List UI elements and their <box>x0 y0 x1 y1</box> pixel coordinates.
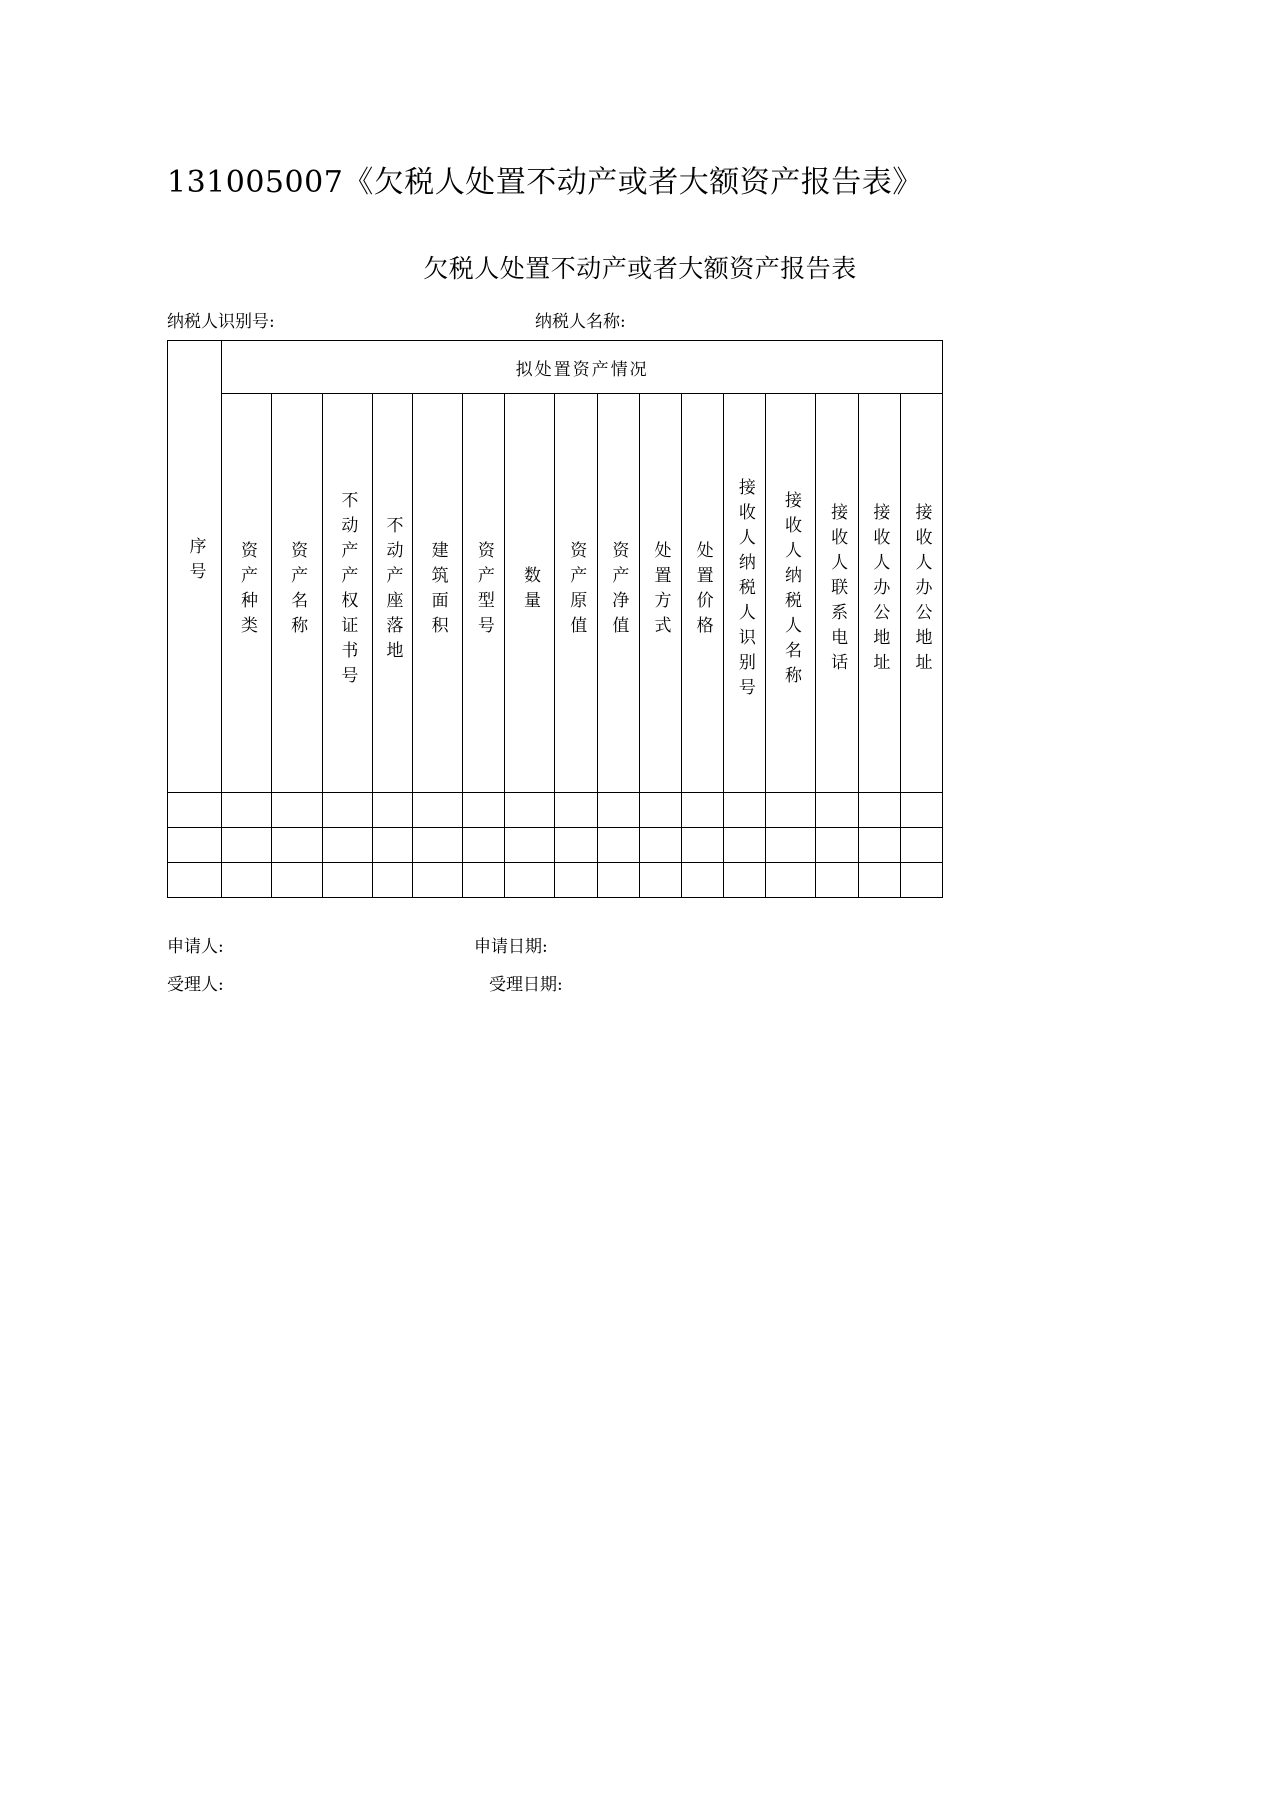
cell-recipient-office-address-1[interactable] <box>858 828 900 863</box>
column-header-recipient-office-address-2 <box>900 394 942 793</box>
cell-asset-name[interactable] <box>272 793 322 828</box>
column-header-quantity-text: 数量 <box>520 565 541 616</box>
column-header-disposal-price <box>681 394 723 793</box>
cell-disposal-price[interactable] <box>681 863 723 898</box>
column-header-recipient-phone <box>816 394 858 793</box>
cell-quantity[interactable] <box>505 863 555 898</box>
cell-property-location[interactable] <box>372 828 412 863</box>
table-row[interactable] <box>168 863 943 898</box>
cell-recipient-taxpayer-id[interactable] <box>724 793 766 828</box>
cell-property-certificate-no[interactable] <box>322 828 372 863</box>
cell-disposal-price[interactable] <box>681 793 723 828</box>
column-header-asset-name <box>272 394 322 793</box>
cell-asset-type[interactable] <box>222 828 272 863</box>
column-header-net-value-text: 资产净值 <box>608 540 629 641</box>
cell-recipient-office-address-2[interactable] <box>900 828 942 863</box>
cell-recipient-office-address-2[interactable] <box>900 793 942 828</box>
identity-line <box>167 310 943 334</box>
cell-seq[interactable] <box>168 863 222 898</box>
column-header-recipient-phone-text: 接收人联系电话 <box>827 503 848 678</box>
column-header-building-area <box>412 394 462 793</box>
cell-asset-model[interactable] <box>463 828 505 863</box>
cell-recipient-phone[interactable] <box>816 863 858 898</box>
cell-quantity[interactable] <box>505 793 555 828</box>
column-header-recipient-office-address-1-text: 接收人办公地址 <box>869 503 890 678</box>
column-header-recipient-office-address-2-text: 接收人办公地址 <box>911 503 932 678</box>
column-header-building-area-text: 建筑面积 <box>427 540 448 641</box>
cell-recipient-office-address-2[interactable] <box>900 863 942 898</box>
cell-asset-name[interactable] <box>272 863 322 898</box>
column-header-disposal-price-text: 处置价格 <box>692 540 713 641</box>
cell-recipient-phone[interactable] <box>816 828 858 863</box>
cell-quantity[interactable] <box>505 828 555 863</box>
cell-asset-type[interactable] <box>222 863 272 898</box>
cell-disposal-price[interactable] <box>681 828 723 863</box>
cell-seq[interactable] <box>168 793 222 828</box>
cell-disposal-method[interactable] <box>639 863 681 898</box>
acceptance-date-label: 受理日期: <box>489 975 563 995</box>
footer-row-acceptance <box>167 973 943 1011</box>
footer-row-application <box>167 935 943 973</box>
column-header-disposal-method-text: 处置方式 <box>650 540 671 641</box>
cell-asset-type[interactable] <box>222 793 272 828</box>
cell-recipient-taxpayer-id[interactable] <box>724 863 766 898</box>
form-title: 欠税人处置不动产或者大额资产报告表 <box>423 254 857 283</box>
column-header-property-location-text: 不动产座落地 <box>382 515 403 666</box>
application-date-label: 申请日期: <box>474 937 548 957</box>
column-header-asset-name-text: 资产名称 <box>287 540 308 641</box>
column-header-asset-model-text: 资产型号 <box>473 540 494 641</box>
cell-asset-model[interactable] <box>463 793 505 828</box>
acceptor-label: 受理人: <box>167 975 224 995</box>
cell-building-area[interactable] <box>412 828 462 863</box>
cell-recipient-taxpayer-name[interactable] <box>766 793 816 828</box>
column-header-disposal-method <box>639 394 681 793</box>
cell-property-location[interactable] <box>372 793 412 828</box>
column-header-recipient-taxpayer-name-text: 接收人纳税人名称 <box>780 490 801 691</box>
group-header-row <box>168 341 943 394</box>
column-header-row <box>168 394 943 793</box>
taxpayer-id-label: 纳税人识别号: <box>167 312 275 332</box>
column-header-original-value-text: 资产原值 <box>566 540 587 641</box>
column-header-recipient-taxpayer-name <box>766 394 816 793</box>
cell-net-value[interactable] <box>597 828 639 863</box>
column-header-recipient-taxpayer-id-text: 接收人纳税人识别号 <box>734 478 755 703</box>
group-header-cell: 拟处置资产情况 <box>222 341 943 394</box>
asset-table-body <box>168 341 943 898</box>
cell-asset-name[interactable] <box>272 828 322 863</box>
column-header-original-value <box>555 394 597 793</box>
cell-net-value[interactable] <box>597 793 639 828</box>
cell-seq[interactable] <box>168 828 222 863</box>
cell-original-value[interactable] <box>555 863 597 898</box>
cell-property-location[interactable] <box>372 863 412 898</box>
cell-original-value[interactable] <box>555 793 597 828</box>
column-header-asset-model <box>463 394 505 793</box>
column-header-net-value <box>597 394 639 793</box>
column-header-property-certificate-no <box>322 394 372 793</box>
column-header-property-location <box>372 394 412 793</box>
cell-building-area[interactable] <box>412 863 462 898</box>
table-row[interactable] <box>168 793 943 828</box>
asset-disposal-table <box>167 340 943 898</box>
column-header-property-certificate-no-text: 不动产产权证书号 <box>337 490 358 691</box>
column-header-asset-type <box>222 394 272 793</box>
column-header-recipient-office-address-1 <box>858 394 900 793</box>
column-header-recipient-taxpayer-id <box>724 394 766 793</box>
cell-recipient-phone[interactable] <box>816 793 858 828</box>
cell-property-certificate-no[interactable] <box>322 863 372 898</box>
cell-property-certificate-no[interactable] <box>322 793 372 828</box>
cell-original-value[interactable] <box>555 828 597 863</box>
footer-fields <box>167 935 943 1011</box>
cell-recipient-office-address-1[interactable] <box>858 863 900 898</box>
cell-recipient-taxpayer-name[interactable] <box>766 863 816 898</box>
applicant-label: 申请人: <box>167 937 224 957</box>
document-heading: 131005007《欠税人处置不动产或者大额资产报告表》 <box>167 165 923 200</box>
column-header-seq <box>168 341 222 793</box>
cell-recipient-taxpayer-id[interactable] <box>724 828 766 863</box>
cell-recipient-office-address-1[interactable] <box>858 793 900 828</box>
column-header-quantity <box>505 394 555 793</box>
column-header-asset-type-text: 资产种类 <box>236 540 257 641</box>
taxpayer-name-label: 纳税人名称: <box>535 312 626 332</box>
table-row[interactable] <box>168 828 943 863</box>
cell-recipient-taxpayer-name[interactable] <box>766 828 816 863</box>
cell-disposal-method[interactable] <box>639 793 681 828</box>
cell-asset-model[interactable] <box>463 863 505 898</box>
cell-building-area[interactable] <box>412 793 462 828</box>
cell-disposal-method[interactable] <box>639 828 681 863</box>
column-header-seq-text: 序号 <box>185 536 206 587</box>
cell-net-value[interactable] <box>597 863 639 898</box>
